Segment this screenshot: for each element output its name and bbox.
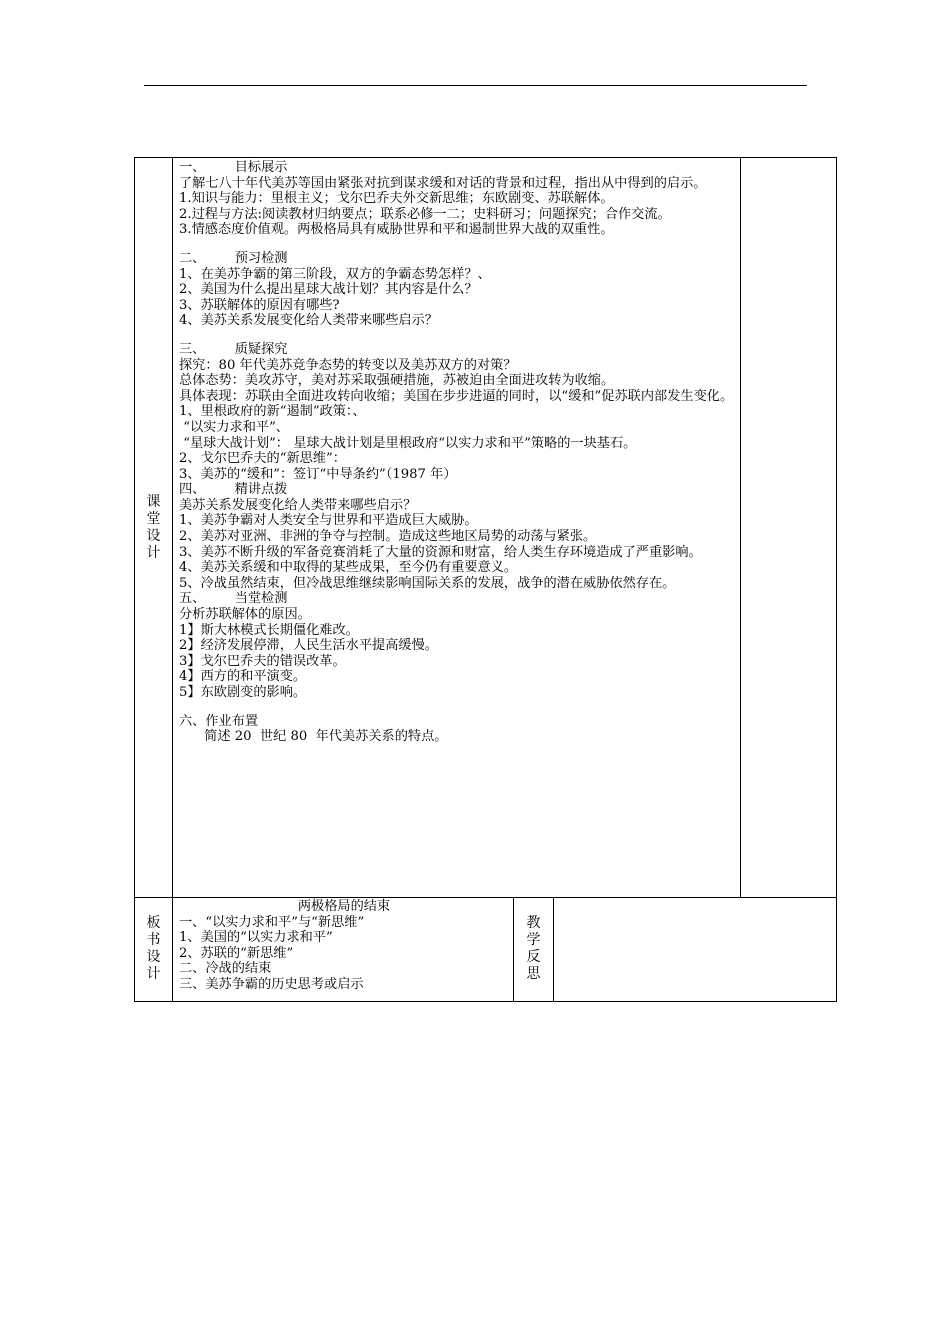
content-line: 3、美苏不断升级的军备竞赛消耗了大量的资源和财富，给人类生存环境造成了严重影响。	[179, 544, 702, 560]
content-line: 4、美苏关系缓和中取得的某些成果，至今仍有重要意义。	[179, 560, 518, 576]
label-char: 反	[526, 949, 541, 966]
content-line: 了解七八十年代美苏等国由紧张对抗到谋求缓和对话的背景和过程，指出从中得到的启示。	[179, 175, 707, 191]
content-line: 4、美苏关系发展变化给人类带来哪些启示？	[179, 313, 438, 329]
lesson-plan-table	[134, 157, 837, 1002]
content-line: 探究：80 年代美苏竞争态势的转变以及美苏双方的对策？	[179, 357, 517, 373]
content-line: 2】经济发展停滞，人民生活水平提高缓慢。	[179, 638, 438, 654]
label-char: 板	[146, 915, 161, 932]
section-heading: 三、 质疑探究	[179, 341, 288, 357]
content-line: 分析苏联解体的原因。	[179, 607, 311, 623]
label-char: 学	[526, 932, 541, 949]
empty-side-cell	[741, 158, 837, 898]
section-heading: 六、作业布置	[179, 713, 259, 729]
section-heading: 五、 当堂检测	[179, 591, 288, 607]
label-char: 设	[146, 949, 161, 966]
label-char: 课	[146, 493, 161, 510]
content-line: 3、美苏的“缓和”：签订“中导条约”（1987 年）	[179, 466, 457, 482]
header-rule	[144, 85, 807, 86]
board-line: 一、“以实力求和平”与“新思维”	[179, 914, 365, 930]
classroom-design-label	[135, 158, 173, 898]
content-line: 1.知识与能力：里根主义；戈尔巴乔夫外交新思维；东欧剧变、苏联解体。	[179, 191, 614, 207]
label-char: 教	[526, 915, 541, 932]
content-line: 简述 20 世纪 80 年代美苏关系的特点。	[179, 729, 448, 745]
label-char: 设	[146, 527, 161, 544]
label-char: 书	[146, 932, 161, 949]
reflection-cell	[554, 898, 837, 1002]
content-line: “以实力求和平”、	[179, 419, 289, 435]
section-heading: 四、 精讲点拨	[179, 482, 288, 498]
board-design-label	[135, 898, 173, 1002]
content-line: 4】西方的和平演变。	[179, 669, 307, 685]
board-line: 三、美苏争霸的历史思考或启示	[179, 976, 364, 992]
content-line: 1、里根政府的新“遏制”政策：、	[179, 404, 366, 420]
content-line: 3、苏联解体的原因有哪些?	[179, 297, 340, 313]
content-line: 3】戈尔巴乔夫的错误改革。	[179, 653, 346, 669]
spacer	[179, 329, 736, 342]
label-char: 计	[146, 966, 161, 983]
content-line: 2、戈尔巴乔夫的“新思维”：	[179, 451, 346, 467]
content-line: 2、美国为什么提出星球大战计划？其内容是什么？	[179, 282, 478, 298]
content-line: 5】东欧剧变的影响。	[179, 685, 307, 700]
teaching-reflection-label	[514, 898, 554, 1002]
label-char: 思	[526, 966, 541, 983]
section-heading: 二、 预习检测	[179, 250, 288, 266]
board-line: 2、苏联的“新思维”	[179, 945, 294, 961]
content-line: 1】斯大林模式长期僵化难改。	[179, 622, 359, 638]
content-line: 总体态势：美攻苏守，美对苏采取强硬措施，苏被迫由全面进攻转为收缩。	[179, 373, 615, 389]
content-line: 2、美苏对亚洲、非洲的争夺与控制。造成这些地区局势的动荡与紧张。	[179, 529, 597, 545]
content-line: 3.情感态度价值观。两极格局具有威胁世界和平和遏制世界大战的双重性。	[179, 222, 614, 238]
board-line: 二、冷战的结束	[179, 961, 272, 977]
label-char: 堂	[146, 510, 161, 527]
content-line: “星球大战计划”： 星球大战计划是里根政府“以实力求和平”策略的一块基石。	[179, 435, 637, 451]
content-line: 美苏关系发展变化给人类带来哪些启示？	[179, 497, 417, 513]
label-char: 计	[146, 544, 161, 561]
lesson-content	[173, 158, 741, 898]
board-title: 两极格局的结束	[297, 899, 391, 914]
board-content	[173, 898, 514, 1002]
section-heading: 一、 目标展示	[179, 160, 288, 175]
content-line: 具体表现：苏联由全面进攻转向收缩；美国在步步进逼的同时，以“缓和”促苏联内部发生变化。	[179, 388, 734, 404]
content-line: 1、美苏争霸对人类安全与世界和平造成巨大威胁。	[179, 513, 478, 529]
content-line: 5、冷战虽然结束，但冷战思维继续影响国际关系的发展，战争的潜在威胁依然存在。	[179, 575, 676, 591]
spacer	[179, 238, 736, 251]
content-line: 2.过程与方法:阅读教材归纳要点；联系必修一二；史料研习；问题探究；合作交流。	[179, 206, 671, 222]
content-line: 1、在美苏争霸的第三阶段，双方的争霸态势怎样？、	[179, 266, 491, 282]
board-line: 1、美国的“以实力求和平”	[179, 930, 333, 946]
spacer	[179, 701, 736, 714]
